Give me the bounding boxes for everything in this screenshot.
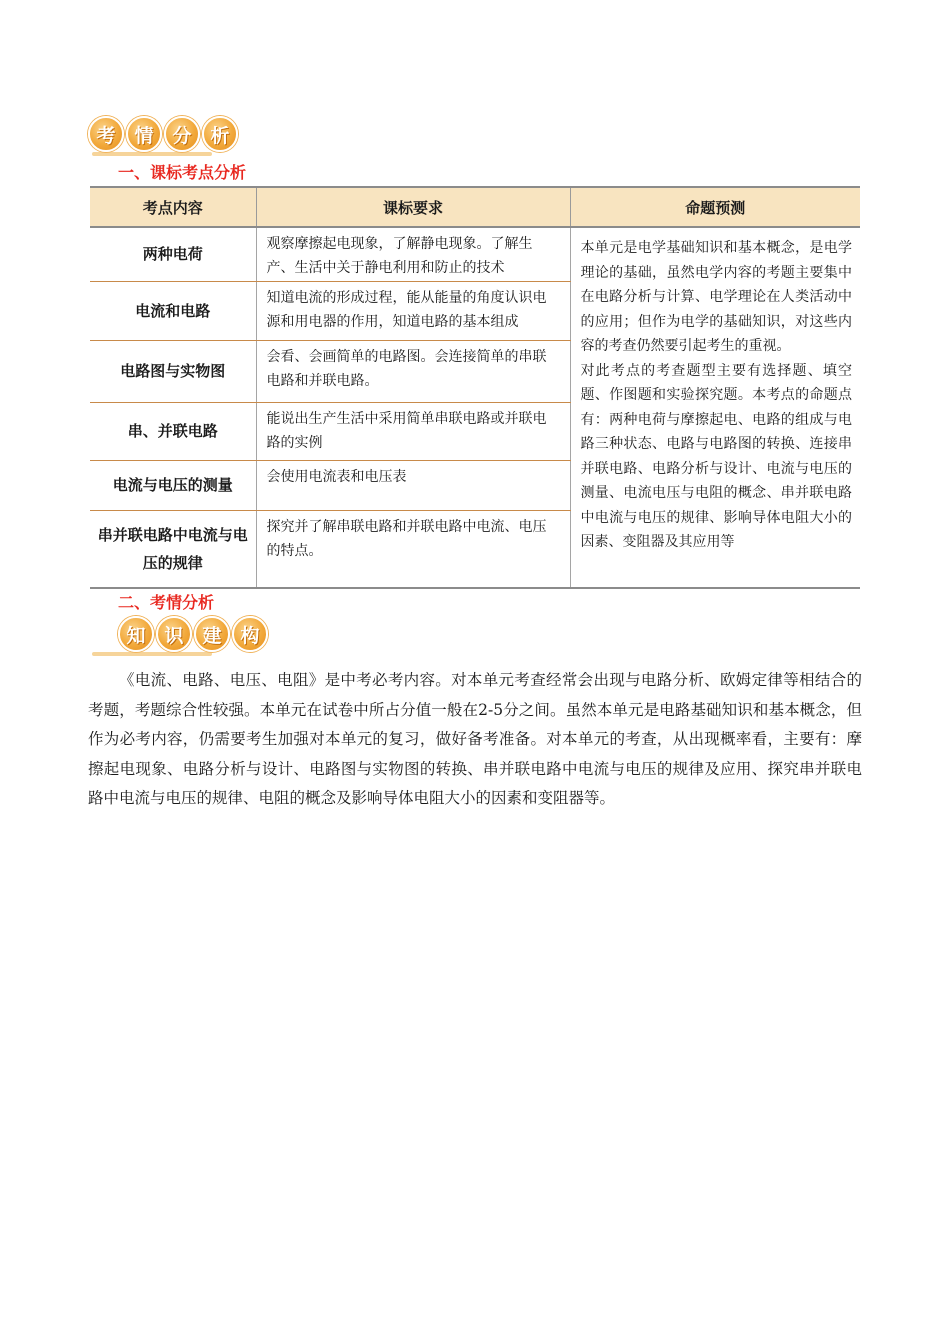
requirement-cell: 观察摩擦起电现象，了解静电现象。了解生产、生活中关于静电利用和防止的技术	[256, 227, 570, 281]
requirement-cell: 会看、会画简单的电路图。会连接简单的串联电路和并联电路。	[256, 340, 570, 402]
topic-cell: 电路图与实物图	[90, 340, 256, 402]
badge-char: 析	[202, 116, 238, 152]
prediction-paragraph: 本单元是电学基础知识和基本概念，是电学理论的基础，虽然电学内容的考题主要集中在电路分析与计算、电学理论在人类活动中的应用；但作为电学的基础知识，对这些内容的考查仍然要引起考生的重视。	[580, 240, 852, 354]
knowledge-structure-badge	[118, 616, 268, 656]
table-header-row	[90, 187, 860, 227]
requirement-cell: 会使用电流表和电压表	[256, 460, 570, 510]
topic-cell: 串、并联电路	[90, 402, 256, 460]
badge-char: 知	[118, 616, 154, 652]
prediction-paragraph: 对此考点的考查题型主要有选择题、填空题、作图题和实验探究题。本考点的命题点有：两种电荷与摩擦起电、电路的组成与电路三种状态、电路与电路图的转换、连接串并联电路、电路分析与设计、电流与电压的测量、电流电压与电阻的概念、串并联电路中电流与电压的规律、影响导体电阻大小的因素、变阻器及其应用等	[580, 362, 852, 550]
prediction-cell	[570, 227, 860, 588]
exam-analysis-badge	[88, 116, 238, 156]
header-requirement: 课标要求	[256, 187, 570, 227]
badge-char: 分	[164, 116, 200, 152]
topic-cell: 两种电荷	[90, 227, 256, 281]
header-topic: 考点内容	[90, 187, 256, 227]
intro-paragraph: 《电流、电路、电压、电阻》是中考必考内容。对本单元考查经常会出现与电路分析、欧姆定律等相结合的考题，考题综合性较强。本单元在试卷中所占分值一般在2-5分之间。虽然本单元是电路基础知识和基本概念，但作为必考内容，仍需要考生加强对本单元的复习，做好备考准备。对本单元的考查，从出现概率看，主要有：摩擦起电现象、电路分析与设计、电路图与实物图的转换、串并联电路中电流与电压的规律及应用、探究串并联电路中电流与电压的规律、电阻的概念及影响导体电阻大小的因素和变阻器等。	[88, 671, 862, 807]
section-title-exam-analysis: 二、考情分析	[118, 593, 215, 612]
badge-char: 识	[156, 616, 192, 652]
curriculum-table	[90, 186, 860, 589]
requirement-cell: 知道电流的形成过程，能从能量的角度认识电源和用电器的作用，知道电路的基本组成	[256, 281, 570, 340]
section-title-curriculum: 一、课标考点分析	[118, 163, 247, 182]
badge-char: 考	[88, 116, 124, 152]
badge-char: 建	[194, 616, 230, 652]
topic-cell: 串并联电路中电流与电压的规律	[90, 510, 256, 588]
requirement-cell: 探究并了解串联电路和并联电路中电流、电压的特点。	[256, 510, 570, 588]
topic-cell: 电流和电路	[90, 281, 256, 340]
badge-char: 情	[126, 116, 162, 152]
topic-cell: 电流与电压的测量	[90, 460, 256, 510]
table-row	[90, 227, 860, 281]
badge-char: 构	[232, 616, 268, 652]
header-prediction: 命题预测	[570, 187, 860, 227]
requirement-cell: 能说出生产生活中采用简单串联电路或并联电路的实例	[256, 402, 570, 460]
